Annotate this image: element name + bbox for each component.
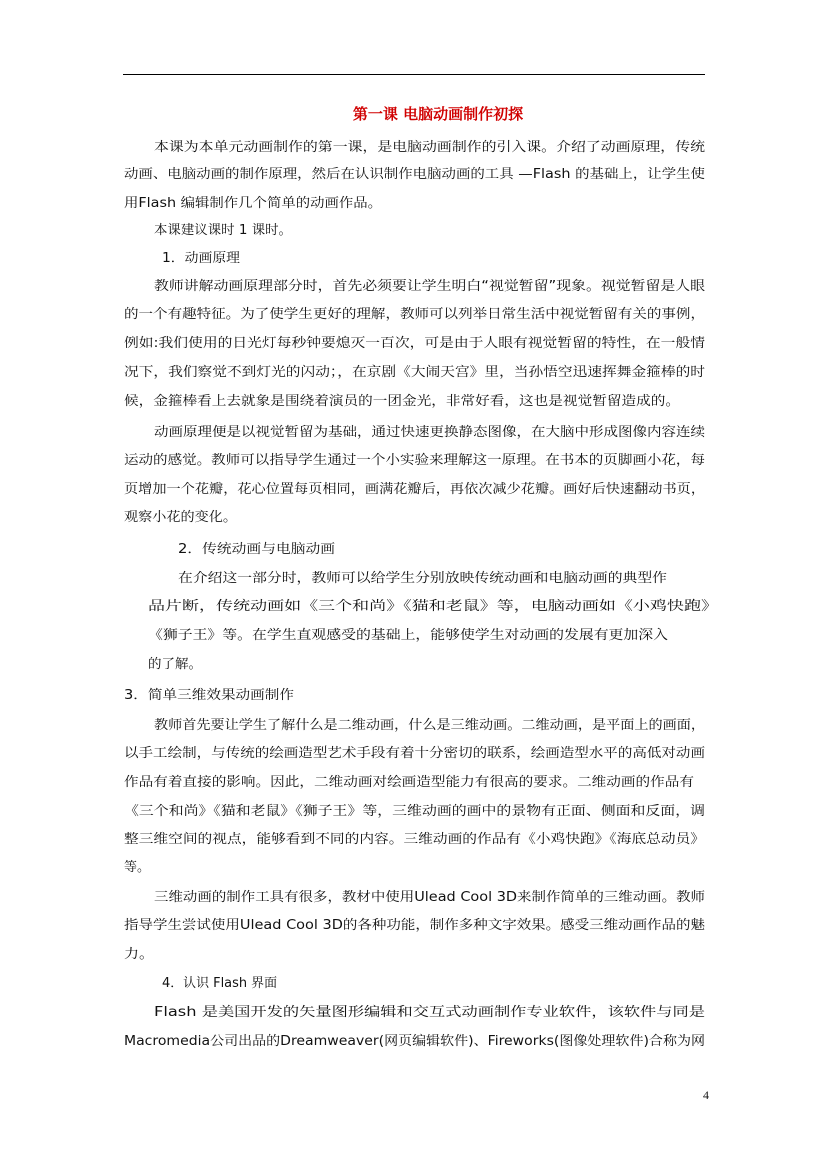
section-heading: 2．传统动画与电脑动画 xyxy=(178,542,317,557)
body-line: 的了解。 xyxy=(148,657,202,672)
body-line: 力。 xyxy=(124,947,151,962)
lesson-title: 第一课 电脑动画制作初探 xyxy=(352,105,524,123)
body-line: 运动的感觉。教师可以指导学生通过一个小实验来理解这一原理。在书本的页脚画小花，每 xyxy=(124,453,645,468)
section-heading: 4．认识 Flash 界面 xyxy=(162,976,277,991)
body-line: 三维动画的制作工具有很多，教材中使用Ulead Cool 3D来制作简单的三维动画。教师 xyxy=(154,890,650,905)
section-heading: 3．简单三维效果动画制作 xyxy=(124,688,276,703)
body-line: 在介绍这一部分时，教师可以给学生分别放映传统动画和电脑动画的典型作 xyxy=(178,571,608,586)
section-heading: 1．动画原理 xyxy=(162,251,236,266)
body-line: 页增加一个花瓣，花心位置每页相同，画满花瓣后，再依次减少花瓣。画好后快速翻动书页， xyxy=(124,482,658,497)
body-line: 的一个有趣特征。为了使学生更好的理解，教师可以列举日常生活中视觉暂留有关的事例， xyxy=(124,307,645,322)
body-line: 本课建议课时 1 课时。 xyxy=(154,223,288,238)
body-line: 教师首先要让学生了解什么是二维动画，什么是三维动画。二维动画，是平面上的画面， xyxy=(154,718,662,733)
body-line: 用Flash 编辑制作几个简单的动画作品。 xyxy=(124,196,358,211)
body-line: 动画原理便是以视觉暂留为基础，通过快速更换静态图像，在大脑中形成图像内容连续 xyxy=(154,425,649,440)
body-line: 品片断，传统动画如《三个和尚》《猫和老鼠》等，电脑动画如《小鸡快跑》 xyxy=(148,599,584,614)
body-line: 本课为本单元动画制作的第一课，是电脑动画制作的引入课。介绍了动画原理，传统 xyxy=(154,140,636,155)
page-number: 4 xyxy=(703,1088,709,1102)
body-line: 指导学生尝试使用Ulead Cool 3D的各种功能，制作多种文字效果。感受三维动画作品的魅 xyxy=(124,918,646,933)
body-line: 候，金箍棒看上去就象是围绕着演员的一团金光，非常好看，这也是视觉暂留造成的。 xyxy=(124,394,618,409)
body-line: 以手工绘制，与传统的绘画造型艺术手段有着十分密切的联系，绘画造型水平的高低对动画 xyxy=(124,746,645,761)
body-line: 整三维空间的视点，能够看到不同的内容。三维动画的作品有《小鸡快跑》《海底总动员》 xyxy=(124,832,638,847)
body-line: 《狮子王》等。在学生直观感受的基础上，能够使学生对动画的发展有更加深入 xyxy=(148,628,604,643)
body-line: 教师讲解动画原理部分时，首先必须要让学生明白“视觉暂留”现象。视觉暂留是人眼 xyxy=(154,279,636,294)
body-line: 动画、电脑动画的制作原理，然后在认识制作电脑动画的工具 —Flash 的基础上，让学生使 xyxy=(124,167,648,182)
body-line: Macromedia公司出品的Dreamweaver(网页编辑软件)、Fireworks(图像处理软件)合称为网 xyxy=(124,1034,663,1049)
body-line: 《三个和尚》《猫和老鼠》《狮子王》等，三维动画的画中的景物有正面、侧面和反面，调 xyxy=(124,804,631,819)
body-line: 观察小花的变化。 xyxy=(124,510,229,525)
body-line: 况下，我们察觉不到灯光的闪动；，在京剧《大闹天宫》里，当孙悟空迅速挥舞金箍棒的时 xyxy=(124,365,638,380)
body-line: 作品有着直接的影响。因此，二维动画对绘画造型能力有很高的要求。二维动画的作品有 xyxy=(124,775,632,790)
body-line: 例如:我们使用的日光灯每秒钟要熄灭一百次，可是由于人眼有视觉暂留的特性，在一般情 xyxy=(124,336,636,351)
body-line: Flash 是美国开发的矢量图形编辑和交互式动画制作专业软件，该软件与同是 xyxy=(154,1005,596,1020)
body-line: 等。 xyxy=(124,860,150,875)
